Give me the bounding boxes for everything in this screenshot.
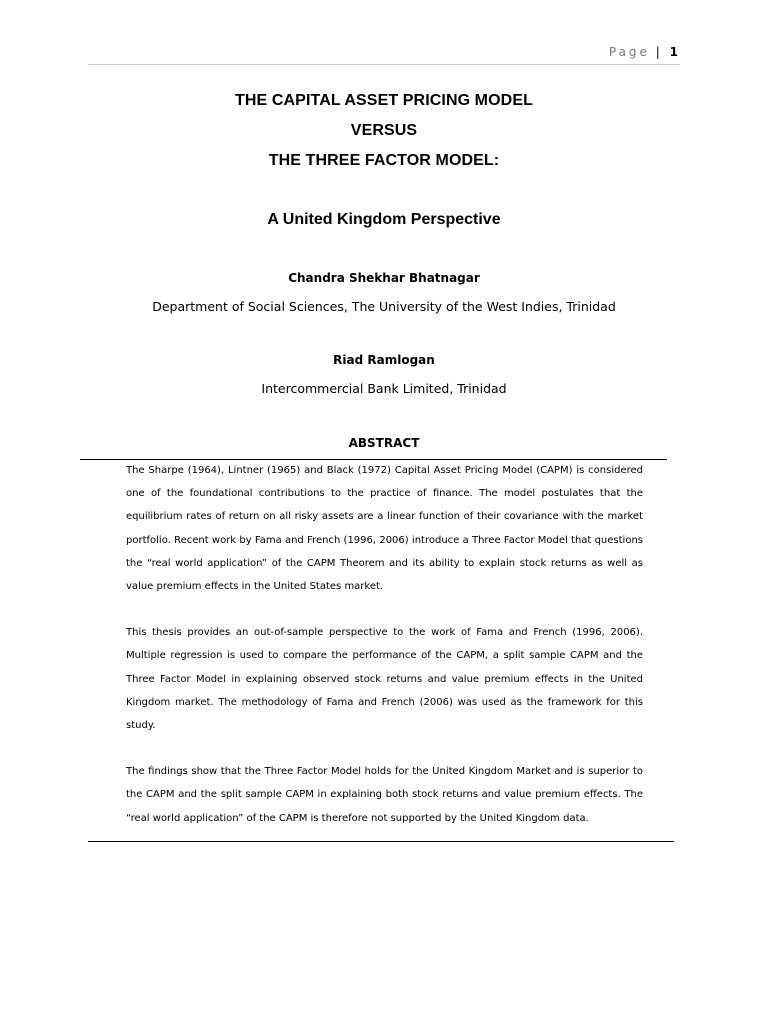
- header-rule: [88, 64, 680, 65]
- title-line-2: VERSUS: [350, 122, 418, 139]
- abstract-body: [126, 459, 643, 853]
- author-name-1: Chandra Shekhar Bhatnagar: [288, 271, 480, 285]
- author-affiliation-1: Department of Social Sciences, The University of the West Indies, Trinidad: [152, 299, 616, 314]
- abstract-paragraph-1: The Sharpe (1964), Lintner (1965) and Black (1972) Capital Asset Pricing Model (CAPM) is considered one of the foundational contributions to the practice of finance. The model postulates that the equilibrium rates of return on all risky assets are a linear function of their covariance with the market portfolio. Recent work by Fama and French (1996, 2006) introduce a Three Factor Model that questions the “real world application” of the CAPM Theorem and its ability to explain stock returns as well as value premium effects in the United States market.: [126, 465, 643, 593]
- abstract-bottom-rule: [88, 841, 674, 842]
- subtitle: A United Kingdom Perspective: [267, 211, 501, 228]
- abstract-heading: ABSTRACT: [348, 436, 420, 450]
- title-line-1: THE CAPITAL ASSET PRICING MODEL: [235, 92, 533, 109]
- abstract-paragraph-3: The findings show that the Three Factor Model holds for the United Kingdom Market and is superior to the CAPM and the split sample CAPM in explaining both stock returns and value premium effects. The “real world application” of the CAPM is therefore not supported by the United Kingdom data.: [126, 766, 643, 824]
- page-label: Page: [608, 45, 650, 59]
- author-name-2: Riad Ramlogan: [333, 353, 435, 367]
- abstract-paragraph-2: This thesis provides an out-of-sample perspective to the work of Fama and French (1996, 2006). Multiple regression is used to compare the performance of the CAPM, a split sample CAPM and the Three Factor Model in explaining observed stock returns and value premium effects in the United Kingdom market. The methodology of Fama and French (2006) was used as the framework for this study.: [126, 627, 643, 732]
- page-number: 1: [669, 45, 678, 59]
- author-affiliation-2: Intercommercial Bank Limited, Trinidad: [261, 381, 507, 396]
- page-header: [609, 45, 678, 59]
- title-line-3: THE THREE FACTOR MODEL:: [268, 152, 500, 169]
- page-separator: |: [655, 45, 660, 59]
